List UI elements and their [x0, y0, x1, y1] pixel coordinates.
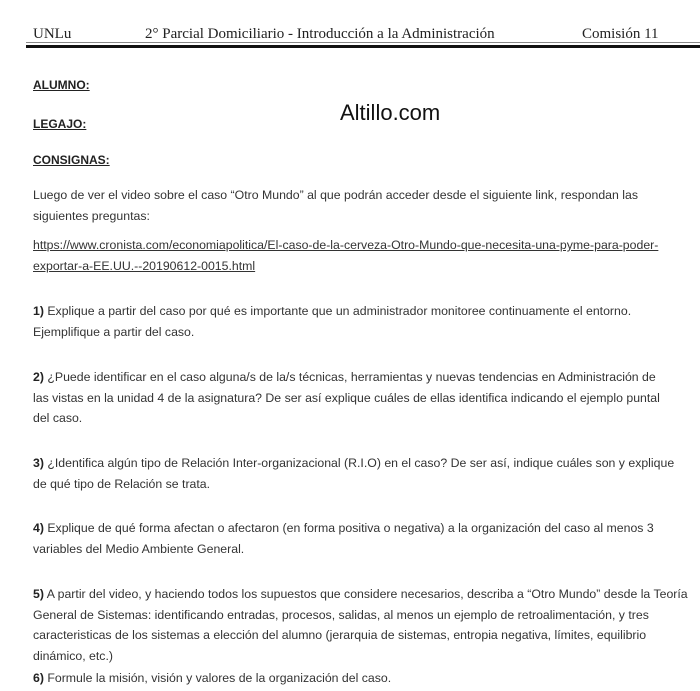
video-link-text[interactable]: https://www.cronista.com/economiapolitica/El-caso-de-la-cerveza-Otro-Mundo-que-necesita-una-pyme-para-poder-exportar-a-EE.UU.--20190612-0015.html	[33, 238, 659, 273]
question-text: ¿Identifica algún tipo de Relación Inter-organizacional (R.I.O) en el caso? De ser así, indique cuáles son y explique de qué tipo de Relación se trata.	[33, 456, 675, 491]
question-number: 2)	[33, 370, 44, 384]
question-text: ¿Puede identificar en el caso alguna/s de la/s técnicas, herramientas y nuevas tendencias en Administración de las vistas en la unidad 4 de la asignatura? De ser así explique cuáles de ellas identifica indicando el ejemplo puntal del caso.	[33, 370, 660, 425]
question-number: 3)	[33, 456, 44, 470]
question-1	[33, 301, 688, 342]
question-4	[33, 518, 688, 559]
student-label: ALUMNO:	[33, 78, 90, 92]
header-rule	[26, 45, 700, 48]
question-text: Explique de qué forma afectan o afectaron (en forma positiva o negativa) a la organización del caso al menos 3 variables del Medio Ambiente General.	[33, 521, 654, 556]
question-text: Formule la misión, visión y valores de la organización del caso.	[47, 671, 392, 685]
question-6	[33, 668, 688, 689]
header-title: 2° Parcial Domiciliario - Introducción a la Administración	[145, 26, 495, 42]
question-number: 4)	[33, 521, 44, 535]
question-text: Explique a partir del caso por qué es importante que un administrador monitoree continuamente el entorno. Ejemplifique a partir del caso.	[33, 304, 632, 339]
question-number: 5)	[33, 587, 44, 601]
header-institution: UNLu	[33, 26, 72, 42]
question-2	[33, 367, 673, 429]
header-commission: Comisión 11	[582, 26, 659, 42]
instructions-label: CONSIGNAS:	[33, 153, 110, 167]
question-3	[33, 453, 688, 494]
file-label: LEGAJO:	[33, 117, 87, 131]
video-link[interactable]	[33, 235, 663, 276]
question-5	[33, 584, 688, 666]
question-number: 1)	[33, 304, 44, 318]
header-rule-thin	[26, 42, 700, 43]
question-text: A partir del video, y haciendo todos los supuestos que considere necesarios, describa a “Otro Mundo” desde la Teoría General de Sistemas: identificando entradas, procesos, salidas, al menos un ejemplo de retroalimentación, y tres caracteristicas de los sistemas a elección del alumno (jerarquia de sistemas, entropia negativa, límites, equilibrio dinámico, etc.)	[33, 587, 688, 663]
question-number: 6)	[33, 671, 44, 685]
intro-paragraph: Luego de ver el video sobre el caso “Otro Mundo” al que podrán acceder desde el siguiente link, respondan las siguientes preguntas:	[33, 188, 638, 223]
watermark: Altillo.com	[340, 100, 441, 125]
